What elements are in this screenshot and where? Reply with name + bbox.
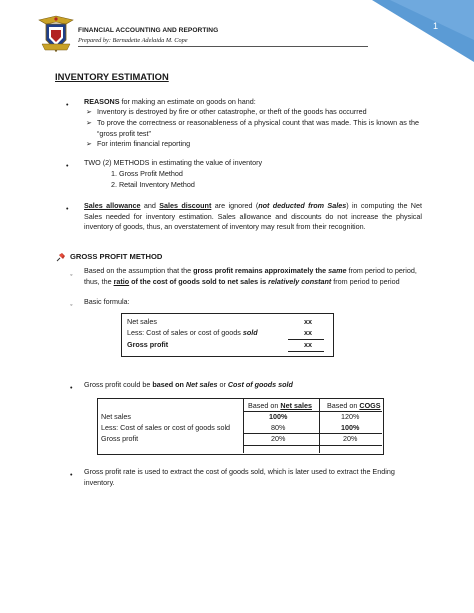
bullet-dot: • xyxy=(66,161,69,170)
basis-paragraph: Gross profit could be based on Net sales or Cost of goods sold xyxy=(84,380,293,389)
reason-item: To prove the correctness or reasonableness of a physical count that was made. This is known as the “gross profit test” xyxy=(97,118,419,138)
table-row-label: Less: Cost of sales or cost of goods sold xyxy=(101,423,231,432)
formula-row-label: Less: Cost of sales or cost of goods sold xyxy=(127,328,258,337)
table-row-label: Net sales xyxy=(101,412,131,421)
table-cell: 100% xyxy=(341,423,360,432)
basic-formula-label: Basic formula: xyxy=(84,297,130,306)
table-header-cogs: Based on COGS xyxy=(327,401,381,410)
bullet-dot: • xyxy=(70,470,73,479)
method-item: 1. Gross Profit Method xyxy=(111,169,183,178)
header-title: FINANCIAL ACCOUNTING AND REPORTING xyxy=(78,27,219,34)
arrow-icon: ➢ xyxy=(86,139,93,148)
page-number: 1 xyxy=(433,21,439,31)
bullet-dot: • xyxy=(66,204,69,213)
header-divider xyxy=(78,46,368,47)
bullet-dot: ◦ xyxy=(70,270,73,279)
formula-row-label: Gross profit xyxy=(127,340,169,349)
bullet-dot: • xyxy=(70,383,73,392)
table-row-label: Gross profit xyxy=(101,434,139,443)
formula-row-value: xx xyxy=(304,317,312,326)
arrow-icon: ➢ xyxy=(86,107,93,116)
pushpin-bullet-icon xyxy=(55,252,66,263)
table-cell: 20% xyxy=(271,434,286,443)
sales-note-paragraph: Sales allowance and Sales discount are ignored (not deducted from Sales) in computing the Net Sales needed for inventory estimation. Sales allowance and discounts do not increase the physical inventory of goods, thus, an overstatement of inventory may result from their recognition. xyxy=(84,201,422,232)
page-title: INVENTORY ESTIMATION xyxy=(55,71,169,82)
reason-item: For interim financial reporting xyxy=(97,139,191,148)
table-cell: 100% xyxy=(269,412,288,421)
methods-lead: TWO (2) METHODS in estimating the value of inventory xyxy=(84,158,263,167)
table-sum-rule xyxy=(243,433,382,434)
bullet-dot: • xyxy=(66,100,69,109)
formula-row-label: Net sales xyxy=(127,317,157,326)
table-total-rule xyxy=(243,445,382,446)
table-cell: 20% xyxy=(343,434,358,443)
gp-rate-paragraph: Gross profit rate is used to extract the cost of goods sold, which is later used to extract the Ending inventory. xyxy=(84,467,395,487)
bullet-dot: ◦ xyxy=(70,300,73,309)
formula-row-value: xx xyxy=(304,328,312,337)
assumption-paragraph: Based on the assumption that the gross profit remains approximately the same from period to period, thus, the ratio of the cost of goods sold to net sales is relatively constant from period to period xyxy=(84,266,417,286)
table-cell: 80% xyxy=(271,423,286,432)
arrow-icon: ➢ xyxy=(86,118,93,127)
table-header-rule xyxy=(243,411,382,412)
table-header-netsales: Based on Net sales xyxy=(248,401,312,410)
reasons-lead: REASONS for making an estimate on goods on hand: xyxy=(84,97,256,106)
header-subtitle: Prepared by: Bernadette Adelaida M. Cope xyxy=(78,37,188,44)
table-cell: 120% xyxy=(341,412,360,421)
school-seal-logo xyxy=(36,14,76,58)
page-corner-decoration xyxy=(372,0,474,62)
formula-row-value: xx xyxy=(304,340,312,349)
formula-total-rule xyxy=(288,351,324,352)
method-item: 2. Retail Inventory Method xyxy=(111,180,195,189)
section-title-gross-profit: GROSS PROFIT METHOD xyxy=(70,252,163,261)
reason-item: Inventory is destroyed by fire or other catastrophe, or theft of the goods has occurred xyxy=(97,107,367,116)
